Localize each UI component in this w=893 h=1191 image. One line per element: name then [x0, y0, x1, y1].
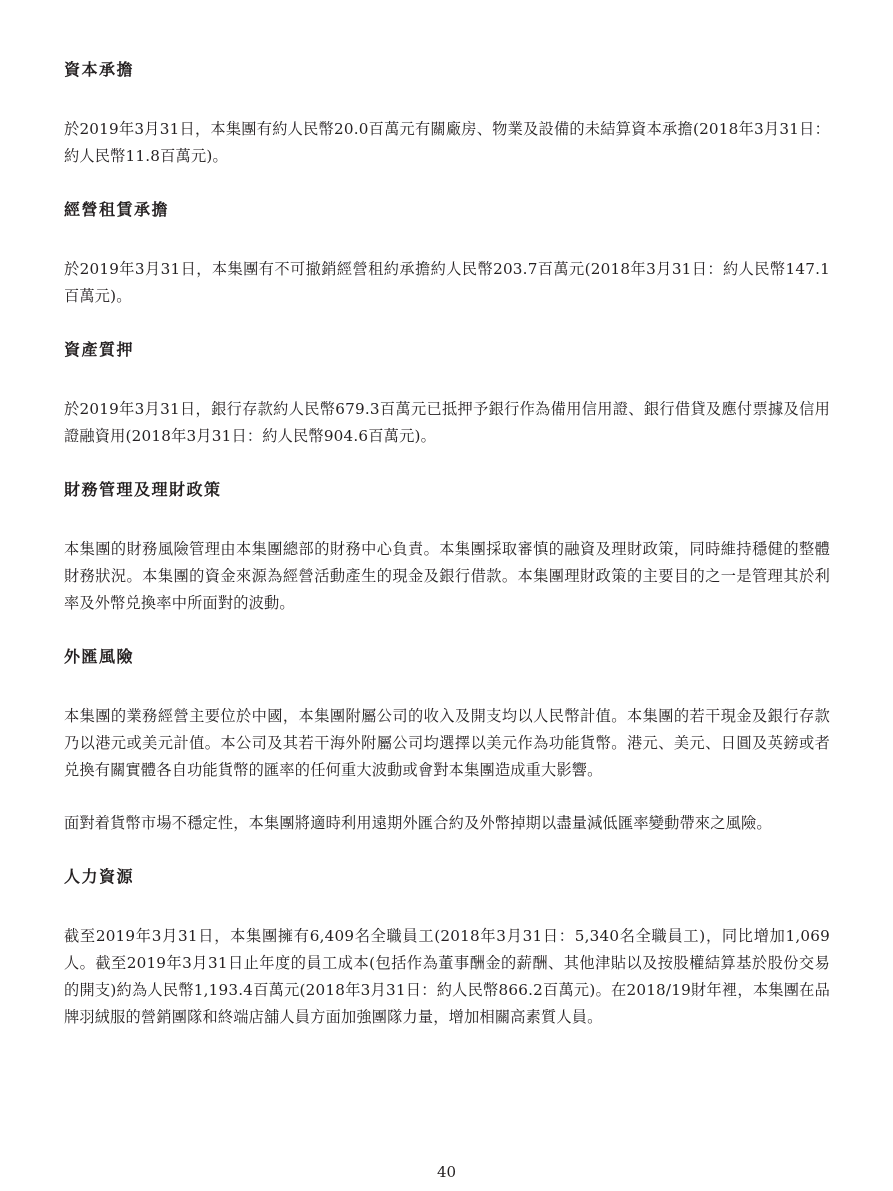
section-capital-commitments	[64, 58, 830, 170]
section-financial-management	[64, 478, 830, 617]
section-pledge-of-assets	[64, 338, 830, 450]
section-heading: 人力資源	[64, 867, 135, 886]
section-paragraph: 於2019年3月31日，本集團有不可撤銷經營租約承擔約人民幣203.7百萬元(2018年3月31日：約人民幣147.1百萬元)。	[64, 260, 830, 305]
section-operating-lease-commitments	[64, 198, 830, 310]
section-paragraph: 本集團的業務經營主要位於中國，本集團附屬公司的收入及開支均以人民幣計值。本集團的若干現金及銀行存款乃以港元或美元計值。本公司及其若干海外附屬公司均選擇以美元作為功能貨幣。港元、美元、日圓及英鎊或者兑換有關實體各自功能貨幣的匯率的任何重大波動或會對本集團造成重大影響。	[64, 707, 830, 779]
section-heading: 財務管理及理財政策	[64, 480, 222, 499]
page-content	[64, 58, 830, 1031]
section-paragraph: 截至2019年3月31日，本集團擁有6,409名全職員工(2018年3月31日：5,340名全職員工)，同比增加1,069人。截至2019年3月31日止年度的員工成本(包括作為董事酬金的薪酬、其他津貼以及按股權結算基於股份交易的開支)約為人民幣1,193.4百萬元(2018年3月31日：約人民幣866.2百萬元)。在2018/19財年裡，本集團在品牌羽絨服的營銷團隊和終端店舖人員方面加強團隊力量，增加相關高素質人員。	[64, 927, 830, 1026]
section-heading: 經營租賃承擔	[64, 200, 170, 219]
section-paragraph: 於2019年3月31日，本集團有約人民幣20.0百萬元有關廠房、物業及設備的未結算資本承擔(2018年3月31日：約人民幣11.8百萬元)。	[64, 120, 830, 165]
section-heading: 外匯風險	[64, 647, 135, 666]
section-paragraph: 本集團的財務風險管理由本集團總部的財務中心負責。本集團採取審慎的融資及理財政策，同時維持穩健的整體財務狀況。本集團的資金來源為經營活動產生的現金及銀行借款。本集團理財政策的主要目的之一是管理其於利率及外幣兑換率中所面對的波動。	[64, 540, 830, 612]
section-foreign-exchange-risk	[64, 645, 830, 837]
page-number: 40	[436, 1163, 457, 1181]
section-paragraph: 面對着貨幣市場不穩定性，本集團將適時利用遠期外匯合約及外幣掉期以盡量減低匯率變動帶來之風險。	[64, 814, 772, 832]
section-human-resources	[64, 865, 830, 1031]
section-paragraph: 於2019年3月31日，銀行存款約人民幣679.3百萬元已抵押予銀行作為備用信用證、銀行借貸及應付票據及信用證融資用(2018年3月31日：約人民幣904.6百萬元)。	[64, 400, 830, 445]
section-heading: 資本承擔	[64, 60, 135, 79]
section-heading: 資產質押	[64, 340, 135, 359]
